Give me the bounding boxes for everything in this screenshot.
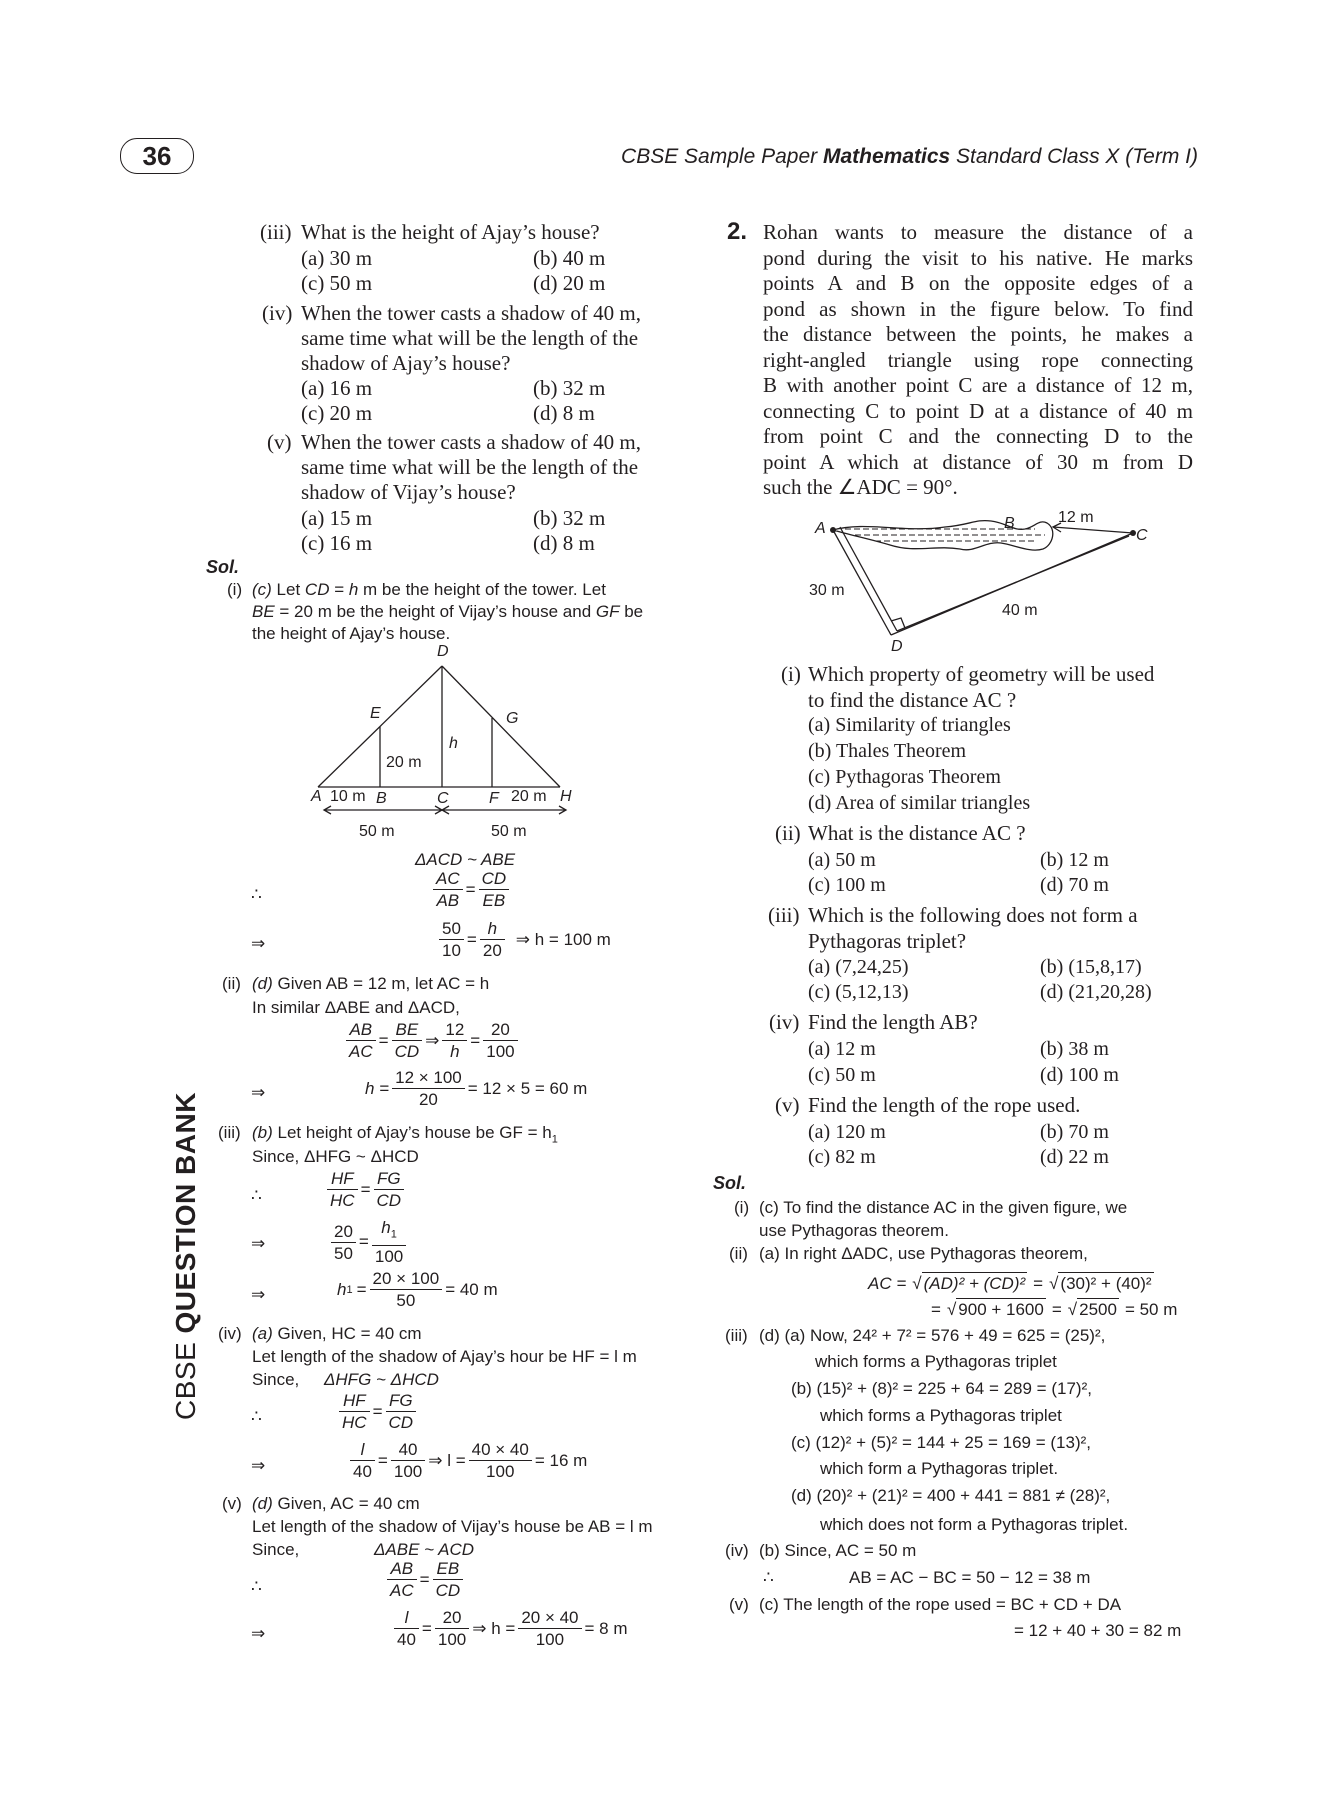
left-sol5-line2: Let length of the shadow of Vijay’s house be AB = l m: [252, 1517, 653, 1536]
right-sol2-line2: AC = √ (AD)² + (CD)² = √ (30)² + (40)²: [868, 1273, 1152, 1293]
right-qiv-text: Find the length AB?: [808, 1010, 978, 1034]
pond-figure: [795, 505, 1175, 650]
fig1-label-10m: 10 m: [330, 788, 366, 805]
left-sol3-line1: (b) Let height of Ajay’s house be GF = $h_1$: [252, 1123, 558, 1146]
right-sol2-line3: = √ 900 + 1600 = √ 2500 = 50 m: [931, 1299, 1178, 1319]
fig1-label-F: F: [489, 790, 499, 807]
right-q2-lines: [763, 220, 1193, 501]
eq5-ratio: $\frac{AB}{AC}$ = $\frac{EB}{CD}$: [384, 1558, 466, 1601]
fig1-label-A: A: [311, 788, 322, 805]
right-qi-line1: Which property of geometry will be used: [808, 662, 1155, 686]
fig2-label-D: D: [891, 638, 903, 655]
left-sol4-number: (iv): [218, 1324, 242, 1343]
left-solution-label: Sol.: [206, 557, 240, 577]
left-sol1-line3: the height of Ajay’s house.: [252, 624, 451, 643]
eq4-therefore: ∴: [251, 1407, 262, 1426]
left-q5-option-d: (d) 8 m: [533, 531, 595, 555]
fig1-label-C: C: [437, 790, 449, 807]
left-sol5-line1: (d) Given, AC = 40 cm: [252, 1494, 420, 1513]
eq5-implies: ⇒: [251, 1624, 266, 1643]
fig1-label-20m: 20 m: [386, 754, 422, 771]
right-sol1-line2: use Pythagoras theorem.: [759, 1221, 949, 1240]
right-qiii-option-b: (b) (15,8,17): [1040, 956, 1142, 978]
left-sol1-number: (i): [227, 580, 243, 599]
fig1-label-20m-b: 20 m: [511, 788, 547, 805]
fig1-label-50m-right: 50 m: [491, 823, 527, 840]
right-qi-line2: to find the distance AC ?: [808, 688, 1017, 712]
right-qiii-option-a: (a) (7,24,25): [808, 956, 909, 978]
right-qiv-number: (iv): [769, 1010, 800, 1034]
left-q3-text: What is the height of Ajay’s house?: [301, 220, 600, 244]
left-sol4-similarity: ΔHFG ~ ΔHCD: [324, 1370, 439, 1389]
right-sol3-a2: which forms a Pythagoras triplet: [815, 1352, 1057, 1371]
right-qiv-option-b: (b) 38 m: [1040, 1038, 1109, 1060]
right-sol3-d2: which does not form a Pythagoras triplet.: [820, 1515, 1129, 1534]
right-qii-option-c: (c) 100 m: [808, 874, 886, 896]
left-sol4-line2: Let length of the shadow of Ajay’s hour be HF = l m: [252, 1347, 637, 1366]
fig1-label-G: G: [506, 710, 519, 727]
running-header: CBSE Sample Paper Mathematics Standard Class X (Term I): [621, 145, 1198, 168]
right-sol3-b1: (b) (15)² + (8)² = 225 + 64 = 289 = (17)²,: [791, 1379, 1092, 1398]
right-sol5-line1: (c) The length of the rope used = BC + CD + DA: [759, 1595, 1122, 1614]
right-q2-line: such the ∠ADC = 90°.: [763, 475, 958, 499]
left-sol4-line1: (a) Given, HC = 40 cm: [252, 1324, 422, 1343]
eq4-implies: ⇒: [251, 1456, 266, 1475]
left-sol5-number: (v): [222, 1494, 242, 1513]
eq3-implies-2: ⇒: [251, 1285, 266, 1304]
right-qii-number: (ii): [775, 821, 801, 845]
left-q5-option-b: (b) 32 m: [533, 506, 606, 530]
right-q2-line: Rohan wants to measure the distance of a: [763, 220, 1193, 244]
left-q5-line3: shadow of Vijay’s house?: [301, 480, 516, 504]
right-sol4-number: (iv): [725, 1541, 749, 1560]
right-sol3-d1: (d) (20)² + (21)² = 400 + 441 = 881 ≠ (28)²,: [791, 1486, 1111, 1505]
left-q5-number: (v): [267, 430, 292, 454]
right-sol3-c1: (c) (12)² + (5)² = 144 + 25 = 169 = (13)²,: [791, 1433, 1091, 1452]
right-solution-label: Sol.: [713, 1173, 747, 1193]
left-sol2-line1: (d) Given AB = 12 m, let AC = h: [252, 974, 490, 993]
right-q2-line: B with another point C are a distance of 12 m,: [763, 373, 1193, 397]
eq5-therefore: ∴: [251, 1577, 262, 1596]
fig2-label-C: C: [1136, 527, 1148, 544]
left-q5-line2: same time what will be the length of the: [301, 455, 639, 479]
left-q3-number: (iii): [260, 220, 292, 244]
right-sol1-number: (i): [734, 1198, 750, 1217]
right-qi-option-a: (a) Similarity of triangles: [808, 714, 1011, 736]
fig1-label-H: H: [560, 788, 572, 805]
right-sol3-a1: (d) (a) Now, 24² + 7² = 576 + 49 = 625 = (25)²,: [759, 1326, 1106, 1345]
eq1-values: $\frac{50}{10}$ = $\frac{h}{20}$ ⇒ h = 100 m: [436, 918, 611, 961]
right-qiii-option-c: (c) (5,12,13): [808, 981, 909, 1003]
left-q5-option-a: (a) 15 m: [301, 506, 373, 530]
left-sol1-line2: BE = 20 m be the height of Vijay’s house and GF be: [252, 602, 644, 621]
right-q2-line: from point C and the connecting D to the: [763, 424, 1193, 448]
right-qii-option-b: (b) 12 m: [1040, 849, 1109, 871]
fig2-label-B: B: [1004, 515, 1015, 532]
right-sol4-line2: AB = AC − BC = 50 − 12 = 38 m: [849, 1568, 1091, 1587]
left-q4-number: (iv): [262, 301, 293, 325]
right-qi-option-c: (c) Pythagoras Theorem: [808, 766, 1001, 788]
eq2-ratio: $\frac{AB}{AC}$ = $\frac{BE}{CD}$ ⇒ $\frac{12}{h}$ = $\frac{20}{100}$: [343, 1019, 521, 1062]
right-q2-line: points A and B on the opposite edges of a: [763, 271, 1193, 295]
eq2-solution: h = $\frac{12 \times 100}{20}$ = 12 × 5 = 60 m: [365, 1068, 588, 1109]
fig1-label-h: h: [449, 735, 458, 752]
left-sol3-line2: Since, ΔHFG ~ ΔHCD: [252, 1147, 419, 1166]
left-q4-line2: same time what will be the length of the: [301, 326, 639, 350]
right-q2-paragraph: [763, 220, 1193, 501]
tower-houses-figure: [300, 640, 590, 840]
right-sol4-line1: (b) Since, AC = 50 m: [759, 1541, 917, 1560]
eq2-implies: ⇒: [251, 1083, 266, 1102]
eq1-implies: ⇒: [251, 934, 266, 953]
fig2-label-30m: 30 m: [809, 582, 845, 599]
eq3-solution: h 1 = $\frac{20 \times 100}{50}$ = 40 m: [337, 1269, 498, 1310]
right-sol3-b2: which forms a Pythagoras triplet: [820, 1406, 1062, 1425]
right-qv-option-d: (d) 22 m: [1040, 1146, 1109, 1168]
sidebar-label: CBSE QUESTION BANK: [170, 1092, 201, 1420]
header-subject: Mathematics: [822, 145, 951, 168]
eq4-solution: $\frac{l}{40}$ = $\frac{40}{100}$ ⇒ l = $\frac{40 \times 40}{100}$ = 16 m: [347, 1439, 587, 1482]
right-qii-option-a: (a) 50 m: [808, 849, 876, 871]
right-q2-line: point A which at distance of 30 m from D: [763, 449, 1193, 474]
left-q4-option-c: (c) 20 m: [301, 401, 373, 425]
left-q4-option-a: (a) 16 m: [301, 376, 373, 400]
right-sol2-number: (ii): [729, 1244, 748, 1263]
left-q3-option-c: (c) 50 m: [301, 271, 373, 295]
eq1-ratio: $\frac{AC}{AB}$ = $\frac{CD}{EB}$: [430, 868, 512, 911]
right-q2-line: connecting C to point D at a distance of 40 m: [763, 398, 1193, 423]
right-qi-option-b: (b) Thales Theorem: [808, 740, 967, 762]
right-qiii-option-d: (d) (21,20,28): [1040, 981, 1152, 1003]
eq3-ratio: $\frac{HF}{HC}$ = $\frac{FG}{CD}$: [324, 1168, 407, 1211]
right-q2-number: 2.: [727, 218, 748, 245]
left-sol3-number: (iii): [218, 1123, 241, 1142]
right-sol4-therefore: ∴: [763, 1568, 774, 1587]
right-qv-option-a: (a) 120 m: [808, 1121, 886, 1143]
right-q2-line: right-angled triangle using rope connecting: [763, 347, 1193, 372]
eq1-therefore: ∴: [251, 885, 262, 904]
fig2-label-12m: 12 m: [1058, 509, 1094, 526]
right-qi-option-d: (d) Area of similar triangles: [808, 792, 1031, 814]
right-qiii-line2: Pythagoras triplet?: [808, 929, 967, 953]
eq4-ratio: $\frac{HF}{HC}$ = $\frac{FG}{CD}$: [336, 1390, 419, 1433]
left-q5-option-c: (c) 16 m: [301, 531, 373, 555]
right-sol5-line2: = 12 + 40 + 30 = 82 m: [1014, 1621, 1182, 1640]
eq1-similarity: ΔACD ~ ABE: [415, 850, 516, 869]
right-q2-line: pond during the visit to his native. He marks: [763, 245, 1193, 270]
eq3-implies-1: ⇒: [251, 1234, 266, 1253]
right-qiv-option-d: (d) 100 m: [1040, 1064, 1119, 1086]
left-sol2-line2: In similar ΔABE and ΔACD,: [252, 998, 460, 1017]
fig2-label-40m: 40 m: [1002, 602, 1038, 619]
page-number: 36: [120, 138, 194, 174]
left-sol5-since: Since,: [252, 1540, 300, 1559]
right-qiii-line1: Which is the following does not form a: [808, 903, 1138, 927]
left-sol5-similarity: ΔABE ~ ACD: [374, 1540, 475, 1559]
fig1-label-E: E: [370, 705, 381, 722]
right-sol2-line1: (a) In right ΔADC, use Pythagoras theorem,: [759, 1244, 1088, 1263]
left-q3-option-d: (d) 20 m: [533, 271, 606, 295]
right-qiv-option-c: (c) 50 m: [808, 1064, 876, 1086]
left-q3-option-b: (b) 40 m: [533, 246, 606, 270]
right-qiii-number: (iii): [768, 903, 800, 927]
left-q5-line1: When the tower casts a shadow of 40 m,: [301, 430, 641, 454]
left-q4-line1: When the tower casts a shadow of 40 m,: [301, 301, 641, 325]
right-q2-line: pond as shown in the figure below. To find: [763, 296, 1193, 321]
left-sol2-number: (ii): [222, 974, 241, 993]
right-qii-option-d: (d) 70 m: [1040, 874, 1109, 896]
right-qii-text: What is the distance AC ?: [808, 821, 1026, 845]
right-sol3-number: (iii): [725, 1326, 748, 1345]
eq3-therefore: ∴: [251, 1186, 262, 1205]
left-q3-option-a: (a) 30 m: [301, 246, 373, 270]
right-q2-line: the distance between the points, he makes a: [763, 322, 1193, 346]
left-sol4-since: Since,: [252, 1370, 300, 1389]
left-q4-line3: shadow of Ajay’s house?: [301, 351, 511, 375]
right-qi-number: (i): [781, 662, 801, 686]
right-sol1-line1: (c) To find the distance AC in the given figure, we: [759, 1198, 1128, 1217]
eq3-values: $\frac{20}{50}$ = $\frac{h_1}{100}$: [328, 1217, 409, 1267]
right-qv-text: Find the length of the rope used.: [808, 1093, 1081, 1117]
right-sol3-c2: which form a Pythagoras triplet.: [820, 1459, 1059, 1478]
right-qv-option-b: (b) 70 m: [1040, 1121, 1109, 1143]
right-qiv-option-a: (a) 12 m: [808, 1038, 876, 1060]
right-qv-option-c: (c) 82 m: [808, 1146, 876, 1168]
right-qv-number: (v): [775, 1093, 800, 1117]
fig2-label-A: A: [815, 520, 826, 537]
left-q4-option-b: (b) 32 m: [533, 376, 606, 400]
eq5-solution: $\frac{l}{40}$ = $\frac{20}{100}$ ⇒ h = $\frac{20 \times 40}{100}$ = 8 m: [391, 1607, 628, 1650]
fig1-label-50m-left: 50 m: [359, 823, 395, 840]
fig1-label-B: B: [376, 790, 387, 807]
fig1-label-D: D: [437, 643, 449, 660]
left-sol1-line1: (c) Let CD = h m be the height of the tower. Let: [252, 580, 606, 599]
left-q4-option-d: (d) 8 m: [533, 401, 595, 425]
right-sol5-number: (v): [729, 1595, 749, 1614]
